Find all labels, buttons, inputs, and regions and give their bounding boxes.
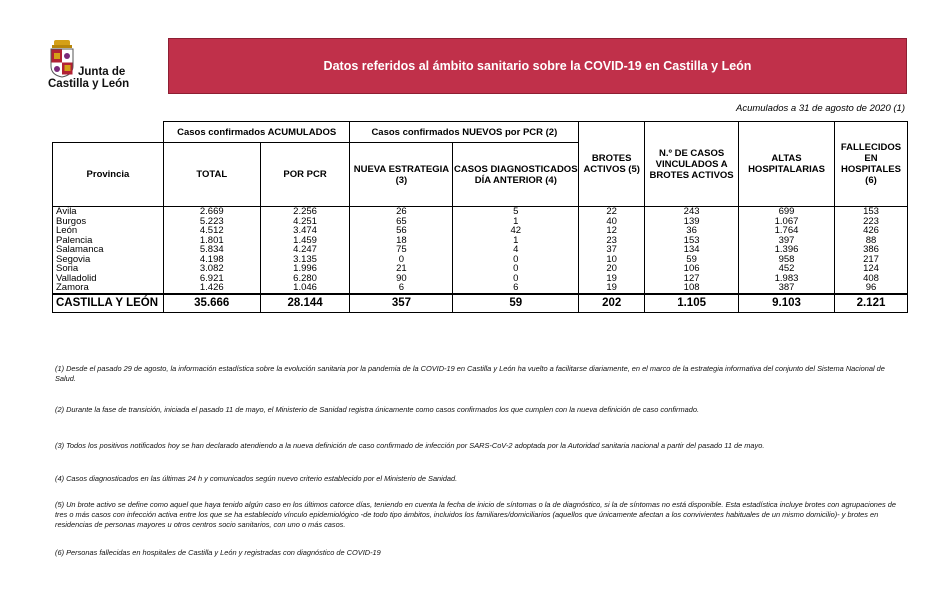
value-cell: 153 <box>834 207 907 217</box>
col-header-vinculados: N.º DE CASOS VINCULADOS A BROTES ACTIVOS <box>645 122 739 207</box>
value-cell: 21 <box>350 264 453 274</box>
value-cell: 19 <box>579 274 645 284</box>
total-cell: 1.105 <box>645 294 739 313</box>
value-cell: 3.082 <box>163 264 260 274</box>
value-cell: 958 <box>739 255 835 265</box>
coat-of-arms-icon <box>48 40 76 78</box>
col-header-total: TOTAL <box>163 143 260 207</box>
footnote-5: (5) Un brote activo se define como aquel que haya tenido algún caso en los últimos catorce días, teniendo en cuenta la fecha de inicio de síntomas o la de diagnóstico, si la de síntomas no está disponible. Esta estadística incluye brotes con agrupaciones de tres o más casos con infección activa entre los que se ha establecido vínculo epidemiológico -de todo tipo ámbitos, incluidos los familiares/domiciliarios (aquellos que únicamente afectan a los convivientes habituales de un mismo domicilio)- y brotes en residencias de personas mayores u otros centros socio sanitarios, con uno o más casos. <box>55 500 896 529</box>
value-cell: 1.396 <box>739 245 835 255</box>
value-cell: 59 <box>645 255 739 265</box>
value-cell: 65 <box>350 217 453 227</box>
value-cell: 20 <box>579 264 645 274</box>
value-cell: 1.996 <box>260 264 350 274</box>
value-cell: 56 <box>350 226 453 236</box>
value-cell: 0 <box>453 264 579 274</box>
col-header-por-pcr: POR PCR <box>260 143 350 207</box>
value-cell: 37 <box>579 245 645 255</box>
value-cell: 75 <box>350 245 453 255</box>
footnote-2: (2) Durante la fase de transición, iniciada el pasado 11 de mayo, el Ministerio de Sanidad registra únicamente como casos confirmados los que cumplen con la nueva definición de caso confirmado. <box>55 405 700 414</box>
province-cell: Burgos <box>53 217 164 227</box>
value-cell: 4.247 <box>260 245 350 255</box>
value-cell: 0 <box>453 255 579 265</box>
group-header-nuevos: Casos confirmados NUEVOS por PCR (2) <box>350 122 579 143</box>
province-cell: Palencia <box>53 236 164 246</box>
value-cell: 4.251 <box>260 217 350 227</box>
value-cell: 127 <box>645 274 739 284</box>
value-cell: 42 <box>453 226 579 236</box>
value-cell: 1 <box>453 217 579 227</box>
value-cell: 1.046 <box>260 283 350 294</box>
value-cell: 139 <box>645 217 739 227</box>
value-cell: 1.801 <box>163 236 260 246</box>
junta-logo <box>48 40 158 94</box>
province-cell: Valladolid <box>53 274 164 284</box>
value-cell: 10 <box>579 255 645 265</box>
value-cell: 2.256 <box>260 207 350 217</box>
logo-line-1: Junta de <box>78 66 126 78</box>
value-cell: 3.135 <box>260 255 350 265</box>
province-cell: Ávila <box>53 207 164 217</box>
value-cell: 12 <box>579 226 645 236</box>
table-row <box>53 283 908 294</box>
value-cell: 0 <box>350 255 453 265</box>
province-cell: Soria <box>53 264 164 274</box>
col-header-dia-anterior: CASOS DIAGNOSTICADOS DÍA ANTERIOR (4) <box>453 143 579 207</box>
value-cell: 397 <box>739 236 835 246</box>
value-cell: 6.921 <box>163 274 260 284</box>
group-header-acumulados: Casos confirmados ACUMULADOS <box>163 122 350 143</box>
value-cell: 18 <box>350 236 453 246</box>
province-cell: León <box>53 226 164 236</box>
value-cell: 1.459 <box>260 236 350 246</box>
total-cell: 35.666 <box>163 294 260 313</box>
province-cell: Salamanca <box>53 245 164 255</box>
value-cell: 0 <box>453 274 579 284</box>
footnote-4: (4) Casos diagnosticados en las últimas 24 h y comunicados según nuevo criterio establecido por el Ministerio de Sanidad. <box>55 474 458 483</box>
value-cell: 4.512 <box>163 226 260 236</box>
page-title: Datos referidos al ámbito sanitario sobre la COVID-19 en Castilla y León <box>323 59 752 73</box>
value-cell: 6 <box>350 283 453 294</box>
value-cell: 5.223 <box>163 217 260 227</box>
col-header-altas: ALTAS HOSPITALARIAS <box>739 122 835 207</box>
covid-data-table <box>52 121 908 313</box>
value-cell: 22 <box>579 207 645 217</box>
value-cell: 40 <box>579 217 645 227</box>
value-cell: 699 <box>739 207 835 217</box>
value-cell: 386 <box>834 245 907 255</box>
province-cell: Zamora <box>53 283 164 294</box>
value-cell: 88 <box>834 236 907 246</box>
value-cell: 4 <box>453 245 579 255</box>
value-cell: 106 <box>645 264 739 274</box>
value-cell: 6.280 <box>260 274 350 284</box>
total-cell: CASTILLA Y LEÓN <box>53 294 164 313</box>
value-cell: 1.067 <box>739 217 835 227</box>
value-cell: 217 <box>834 255 907 265</box>
value-cell: 5 <box>453 207 579 217</box>
value-cell: 426 <box>834 226 907 236</box>
col-header-fallecidos: FALLECIDOS EN HOSPITALES (6) <box>834 122 907 207</box>
footnote-1: (1) Desde el pasado 29 de agosto, la información estadística sobre la evolución sanitaria por la pandemia de la COVID-19 en Castilla y León ha vuelto a facilitarse diariamente, en el marco de la estrategia informativa del conjunto del Sistema Nacional de Salud. <box>55 364 885 383</box>
value-cell: 243 <box>645 207 739 217</box>
value-cell: 36 <box>645 226 739 236</box>
province-cell: Segovia <box>53 255 164 265</box>
value-cell: 153 <box>645 236 739 246</box>
value-cell: 124 <box>834 264 907 274</box>
col-header-nueva-estrategia: NUEVA ESTRATEGIA (3) <box>350 143 453 207</box>
value-cell: 223 <box>834 217 907 227</box>
value-cell: 452 <box>739 264 835 274</box>
value-cell: 23 <box>579 236 645 246</box>
value-cell: 1.426 <box>163 283 260 294</box>
value-cell: 1.983 <box>739 274 835 284</box>
footnote-3: (3) Todos los positivos notificados hoy se han declarado atendiendo a la nueva definición de caso confirmado de infección por SARS-CoV-2 adoptada por la Autoridad sanitaria nacional a partir del pasado 11 de mayo. <box>55 441 765 450</box>
value-cell: 408 <box>834 274 907 284</box>
value-cell: 5.834 <box>163 245 260 255</box>
value-cell: 387 <box>739 283 835 294</box>
value-cell: 2.669 <box>163 207 260 217</box>
col-header-brotes: BROTES ACTIVOS (5) <box>579 122 645 207</box>
date-note: Acumulados a 31 de agosto de 2020 (1) <box>735 103 905 114</box>
footnote-6: (6) Personas fallecidas en hospitales de Castilla y León y registradas con diagnóstico de COVID-19 <box>55 548 381 557</box>
total-row <box>53 294 908 313</box>
value-cell: 96 <box>834 283 907 294</box>
value-cell: 26 <box>350 207 453 217</box>
total-cell: 9.103 <box>739 294 835 313</box>
value-cell: 4.198 <box>163 255 260 265</box>
total-cell: 202 <box>579 294 645 313</box>
total-cell: 59 <box>453 294 579 313</box>
value-cell: 19 <box>579 283 645 294</box>
value-cell: 90 <box>350 274 453 284</box>
value-cell: 108 <box>645 283 739 294</box>
blank-cell <box>53 122 164 143</box>
value-cell: 3.474 <box>260 226 350 236</box>
value-cell: 1.764 <box>739 226 835 236</box>
logo-line-2: Castilla y León <box>48 78 130 90</box>
table-row <box>53 207 908 217</box>
total-cell: 28.144 <box>260 294 350 313</box>
page-title-banner <box>168 38 907 94</box>
col-header-provincia: Provincia <box>53 143 164 207</box>
total-cell: 357 <box>350 294 453 313</box>
value-cell: 134 <box>645 245 739 255</box>
total-cell: 2.121 <box>834 294 907 313</box>
value-cell: 1 <box>453 236 579 246</box>
value-cell: 6 <box>453 283 579 294</box>
